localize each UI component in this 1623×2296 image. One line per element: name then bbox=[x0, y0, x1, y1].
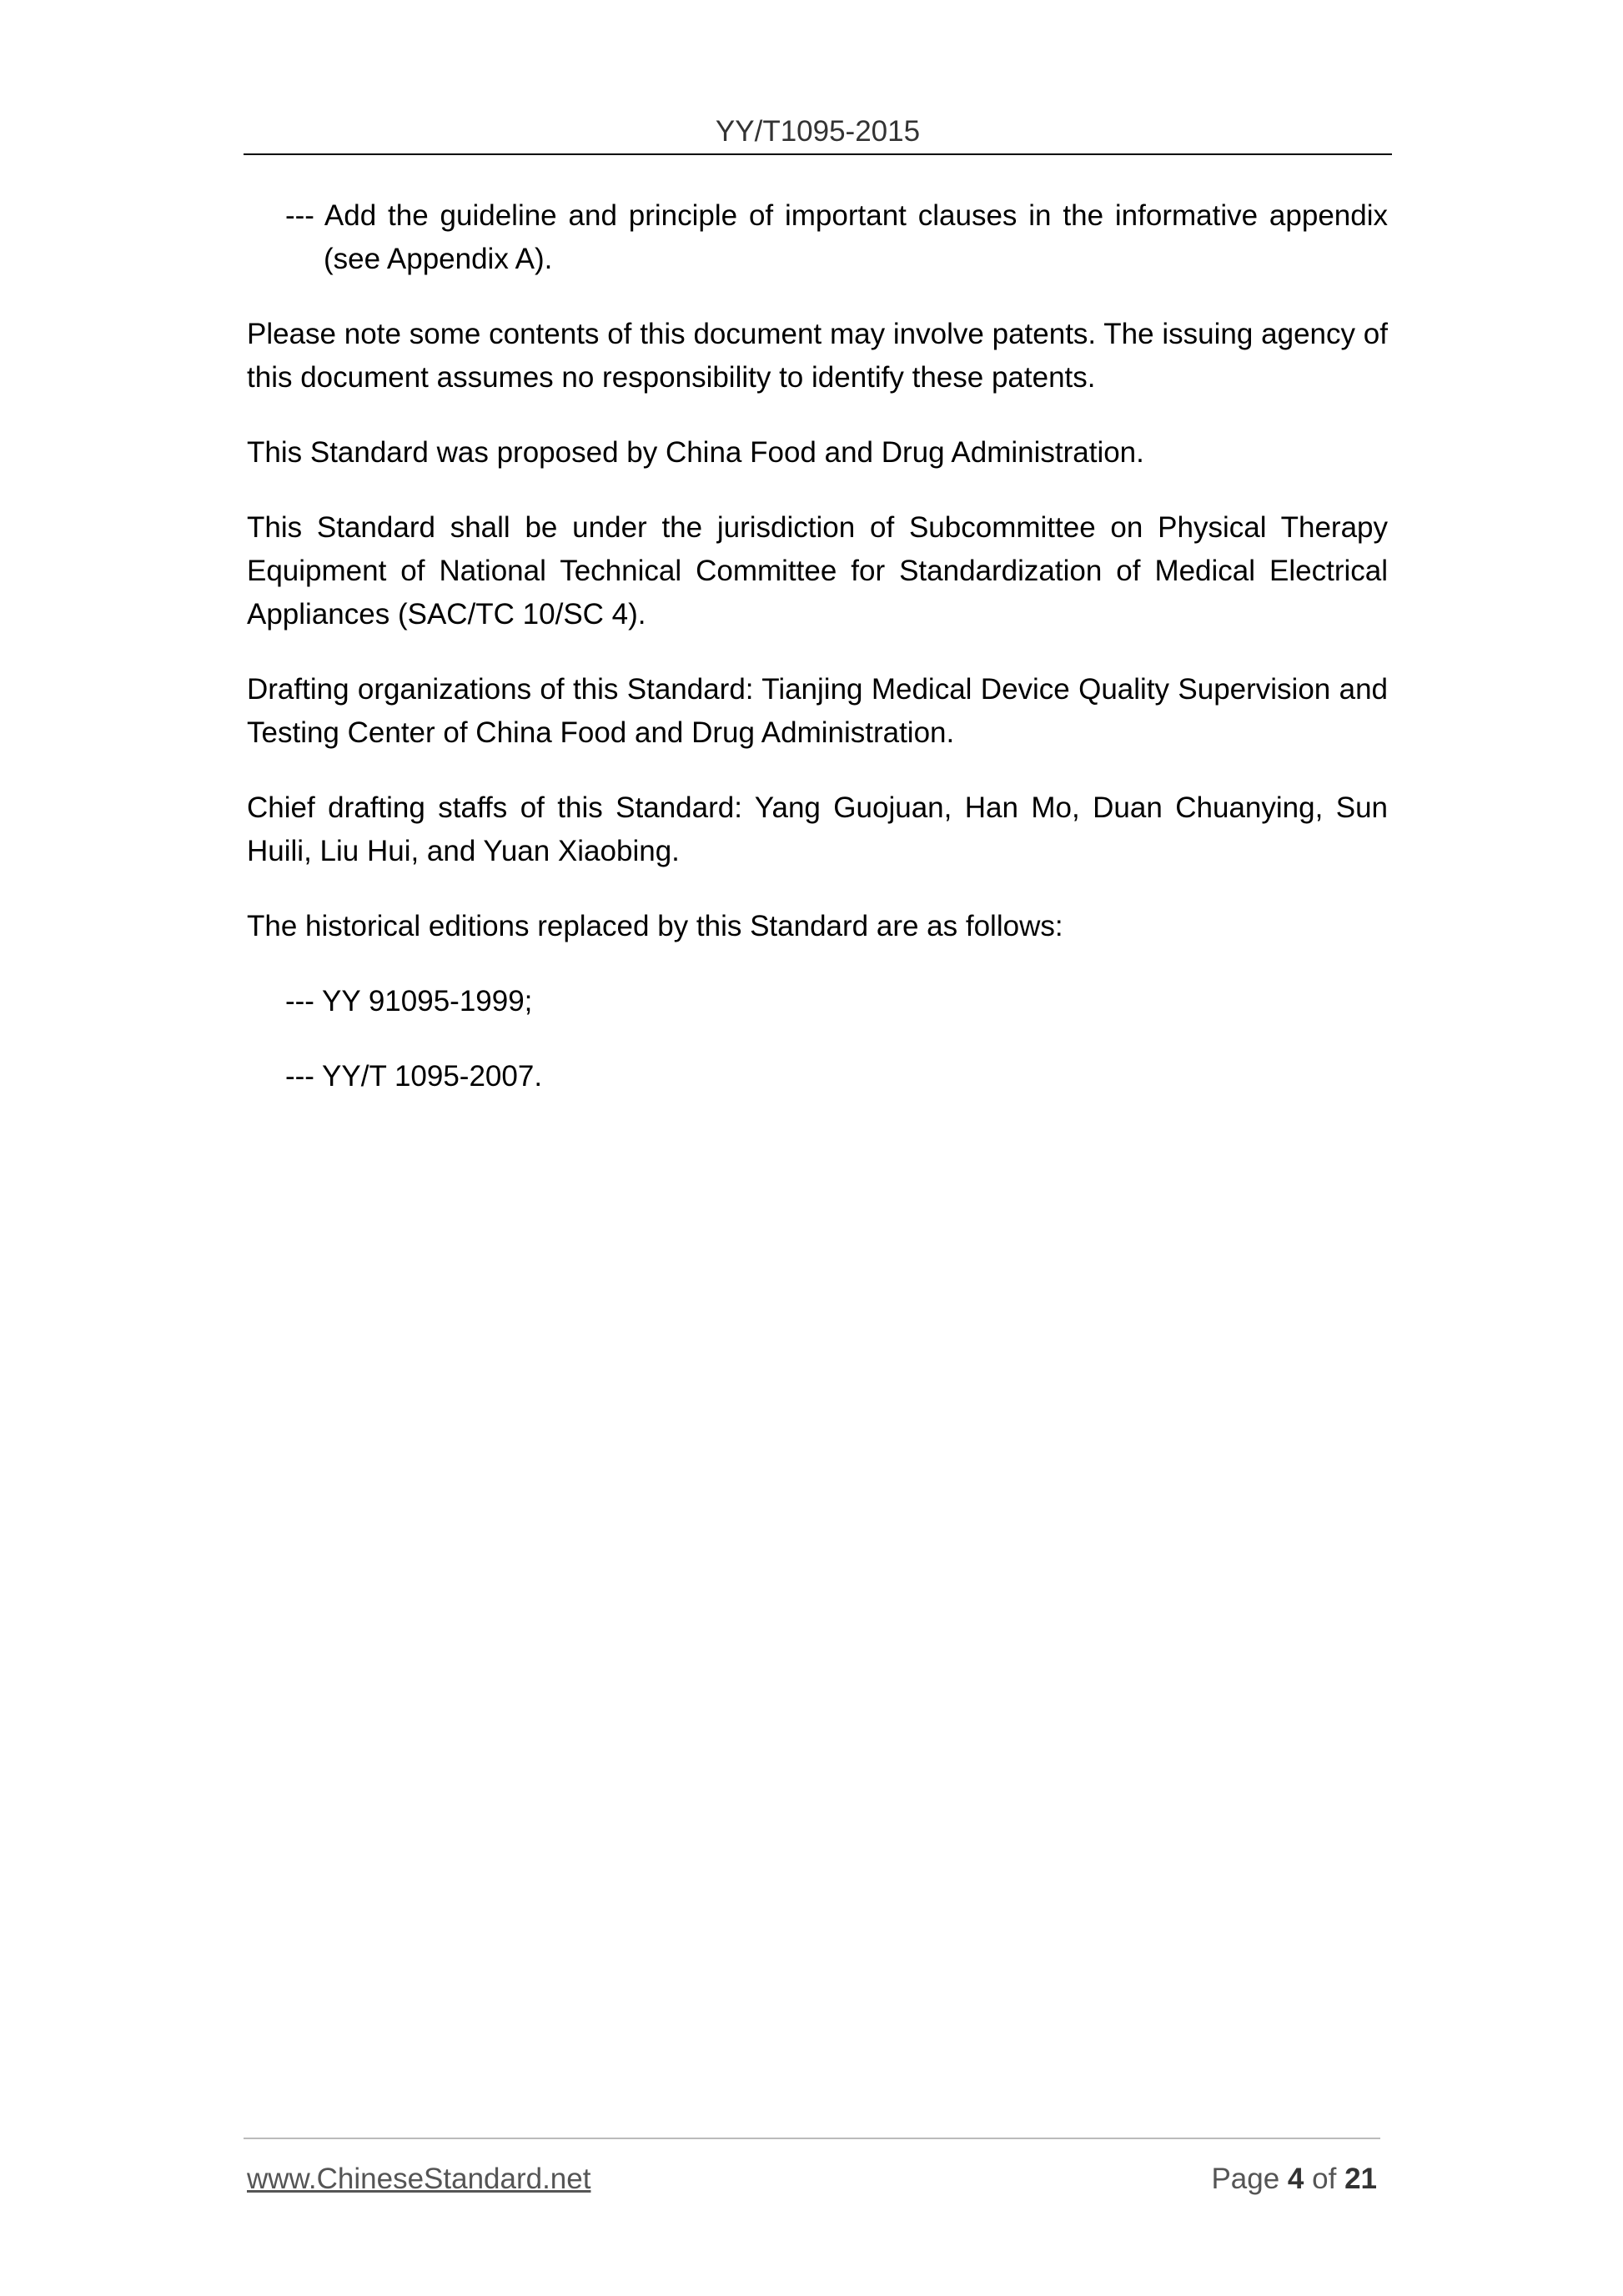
jurisdiction: This Standard shall be under the jurisdiction of Subcommittee on Physical Therapy Equipment of National Technical Committee for Standardization of Medical Electrical Appliances (SAC/TC 10/SC 4). bbox=[247, 511, 1388, 631]
proposed-by: This Standard was proposed by China Food and Drug Administration. bbox=[247, 436, 1144, 469]
historical-edition-item: --- YY/T 1095-2007. bbox=[285, 1060, 543, 1093]
document-body bbox=[247, 194, 1388, 1130]
page-header bbox=[244, 113, 1392, 155]
chief-drafting-staffs: Chief drafting staffs of this Standard: Yang Guojuan, Han Mo, Duan Chuanying, Sun Huili, Liu Hui, and Yuan Xiaobing. bbox=[247, 791, 1388, 867]
page-number bbox=[1211, 2161, 1377, 2198]
page-total: 21 bbox=[1344, 2163, 1377, 2195]
website-link[interactable]: www.ChineseStandard.net bbox=[247, 2163, 591, 2195]
drafting-organizations: Drafting organizations of this Standard: Tianjing Medical Device Quality Supervision and Testing Center of China Food and Drug Administration. bbox=[247, 673, 1388, 749]
document-code: YY/T1095-2015 bbox=[715, 115, 921, 148]
change-item: --- Add the guideline and principle of important clauses in the informative appendix (see Appendix A). bbox=[285, 199, 1388, 275]
page-footer bbox=[244, 2138, 1380, 2195]
page-current: 4 bbox=[1287, 2163, 1304, 2195]
patent-notice: Please note some contents of this document may involve patents. The issuing agency of this document assumes no responsibility to identify these patents. bbox=[247, 318, 1388, 394]
page-word: Page bbox=[1211, 2163, 1280, 2195]
historical-edition-item: --- YY 91095-1999; bbox=[285, 985, 533, 1017]
page-of: of bbox=[1312, 2163, 1337, 2195]
historical-editions-intro: The historical editions replaced by this Standard are as follows: bbox=[247, 910, 1063, 942]
